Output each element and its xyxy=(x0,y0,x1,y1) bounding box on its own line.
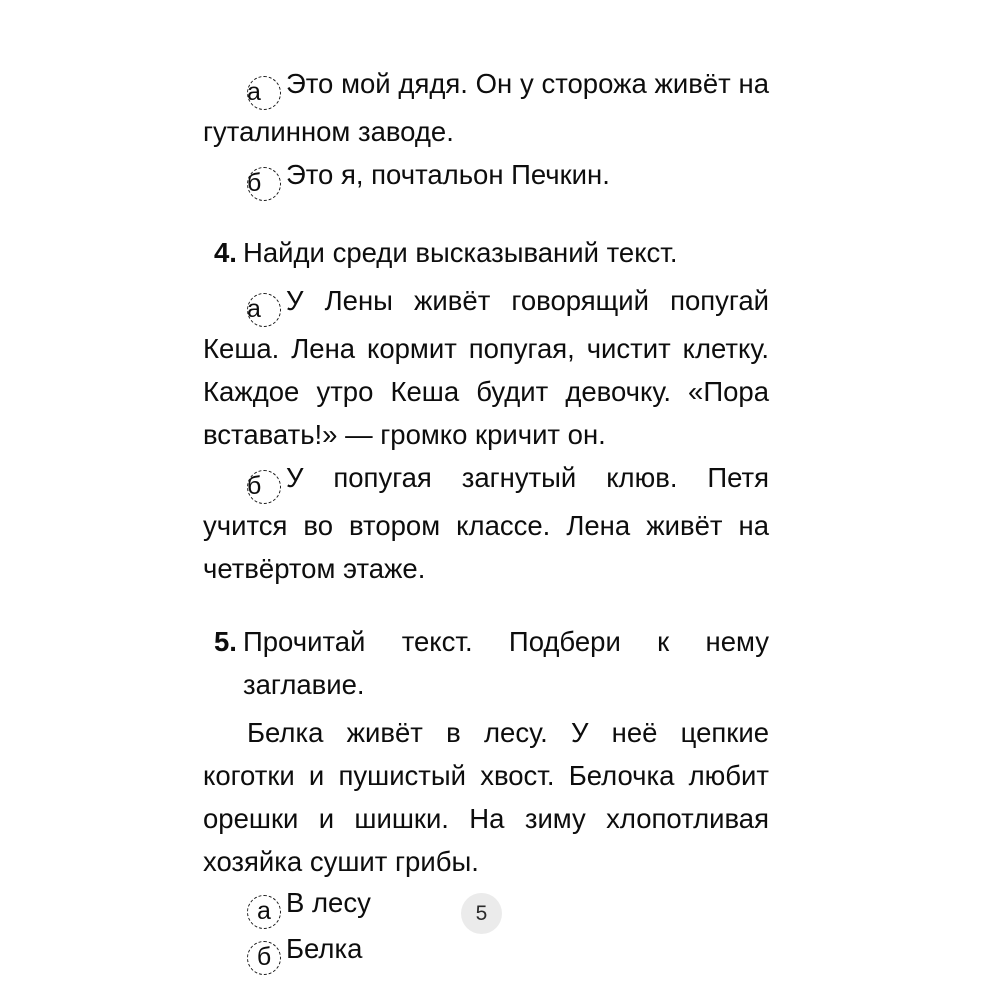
option-row-b-continued xyxy=(203,153,769,201)
section-spacer xyxy=(203,201,769,231)
task-5-heading xyxy=(203,620,769,706)
task-5-option-b xyxy=(203,929,769,975)
task-5-option-b-text: Белка xyxy=(286,933,363,964)
task-4-option-a xyxy=(203,279,769,456)
option-marker-b-icon[interactable] xyxy=(247,941,281,975)
option-marker-b-icon[interactable] xyxy=(247,470,281,504)
task-5-option-a-text: В лесу xyxy=(286,887,371,918)
option-marker-a-icon[interactable] xyxy=(247,895,281,929)
task-4-option-b-text: У попугая загнутый клюв. Петя учится во втором классе. Лена живёт на четвёртом этаже. xyxy=(203,462,769,584)
task-5-prompt: Прочитай текст. Подбери к нему заглавие. xyxy=(243,626,769,700)
option-marker-b-label: б xyxy=(247,472,262,500)
option-text-a-continued: Это мой дядя. Он у сторожа живёт на гуталинном заводе. xyxy=(203,68,769,147)
option-marker-a-label: а xyxy=(247,78,261,106)
section-spacer xyxy=(203,590,769,620)
option-marker-a-label: а xyxy=(247,295,261,323)
option-marker-a-icon[interactable] xyxy=(247,76,281,110)
page-number-label: 5 xyxy=(475,901,488,925)
task-4-heading xyxy=(203,231,769,274)
option-marker-b-icon[interactable] xyxy=(247,167,281,201)
option-marker-a-icon[interactable] xyxy=(247,293,281,327)
task-5-reading-text: Белка живёт в лесу. У неё цепкие коготки и пушистый хвост. Белочка любит орешки и шишки. На зиму хлопотливая хозяйка сушит грибы. xyxy=(203,717,769,877)
page-content xyxy=(203,62,769,975)
task-4-option-a-text: У Лены живёт говорящий попугай Кеша. Лена кормит попугая, чистит клетку. Каждое утро Кеша будит девочку. «Пора вставать!» — громко кричит он. xyxy=(203,285,769,450)
task-4-number: 4. xyxy=(214,237,237,268)
option-marker-a-label: а xyxy=(257,897,271,925)
task-4-option-b xyxy=(203,456,769,590)
page-number-badge xyxy=(461,893,502,934)
option-row-a-continued xyxy=(203,62,769,153)
option-text-b-continued: Это я, почтальон Печкин. xyxy=(286,159,610,190)
option-marker-b-label: б xyxy=(247,169,262,197)
task-4-prompt: Найди среди высказываний текст. xyxy=(243,237,678,268)
task-5-number: 5. xyxy=(214,626,237,657)
option-marker-b-label: б xyxy=(256,943,272,971)
